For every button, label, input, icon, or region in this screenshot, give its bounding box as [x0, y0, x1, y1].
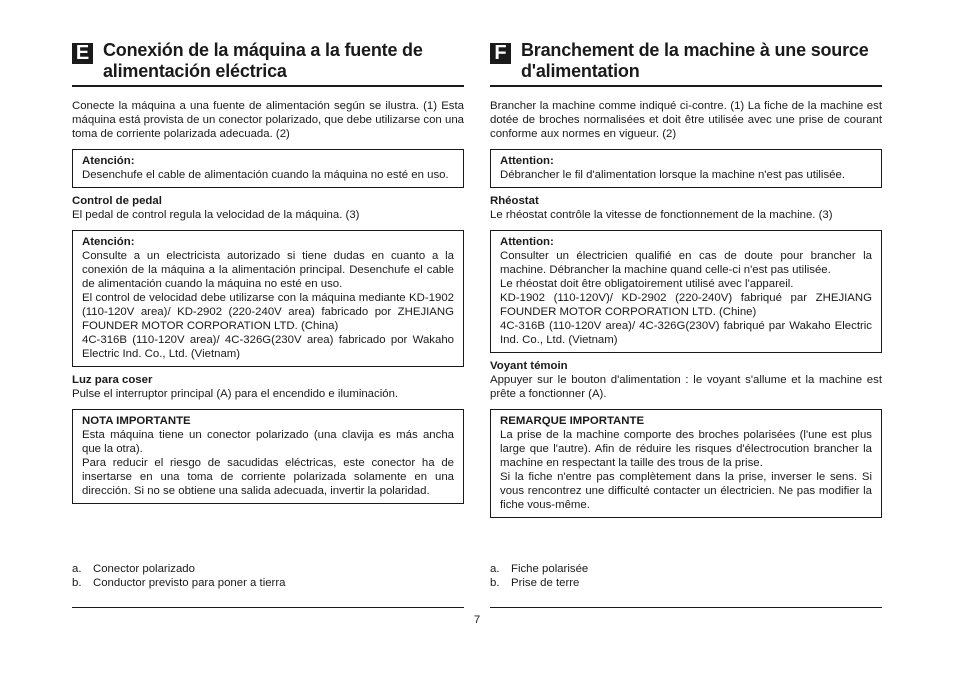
list-item-text: Prise de terre [511, 577, 580, 589]
section-title: Conexión de la máquina a la fuente de alimentación eléctrica [103, 40, 423, 81]
list-item-label: a. [490, 563, 500, 575]
list-item [72, 562, 464, 576]
list-item-label: b. [490, 577, 500, 589]
pedal-text: El pedal de control regula la velocidad de la máquina. (3) [72, 209, 360, 221]
warning-box [490, 230, 882, 353]
important-note-text: Si la fiche n'entre pas complètement dans la prise, inverser le sens. Si vous rencontrez une difficulté contacter un électricien. Ne pas modifier la fiche vous-même. [500, 471, 872, 511]
light-text: Pulse el interruptor principal (A) para el encendido e iluminación. [72, 388, 399, 400]
warning-text: Desenchufe el cable de alimentación cuando la máquina no esté en uso. [82, 169, 449, 181]
warning-text: Consulte a un electricista autorizado si tiene dudas en cuanto a la conexión de la máquina a la alimentación principal. Desenchufe el cable de alimentación cuando la máquina no esté en uso. [82, 250, 454, 290]
warning-text: KD-1902 (110-120V)/ KD-2902 (220-240V) fabriqué par ZHEJIANG FOUNDER MOTOR CORPORATION LTD. (Chine) [500, 292, 872, 318]
warning-box [490, 149, 882, 188]
warning-text: 4C-316B (110-120V area)/ 4C-326G(230V area) fabricado por Wakaho Electric Ind. Co., Ltd. (Vietnam) [82, 334, 454, 360]
warning-title: Attention: [500, 155, 554, 167]
section-header [72, 40, 464, 87]
pedal-text: Le rhéostat contrôle la vitesse de fonctionnement de la machine. (3) [490, 209, 833, 221]
list-item-label: a. [72, 563, 82, 575]
warning-text: Consulter un électricien qualifié en cas de doute pour brancher la machine. Débrancher la machine quand celle-ci n'est pas utilisée. [500, 250, 872, 276]
warning-box [72, 230, 464, 367]
list-item-text: Conductor previsto para poner a tierra [93, 577, 286, 589]
pedal-heading: Control de pedal [72, 195, 162, 207]
list-item [490, 576, 882, 590]
warning-text: Débrancher le fil d'alimentation lorsque la machine n'est pas utilisée. [500, 169, 845, 181]
list-item [490, 562, 882, 576]
list-item-text: Fiche polarisée [511, 563, 589, 575]
intro-paragraph: Brancher la machine comme indiqué ci-contre. (1) La fiche de la machine est dotée de broches normalisées et doit être utilisée avec une prise de courant conforme aux normes en vigueur. (2) [490, 100, 882, 140]
warning-text: El control de velocidad debe utilizarse con la máquina mediante KD-1902 (110-120V area)/ KD-2902 (220-240V area) fabricado por ZHEJIANG FOUNDER MOTOR CORPORATION LTD. (China) [82, 292, 454, 332]
important-note-text: Esta máquina tiene un conector polarizado (una clavija es más ancha que la otra). [82, 429, 454, 455]
warning-text: 4C-316B (110-120V area)/ 4C-326G(230V) fabriqué par Wakaho Electric Ind. Co., Ltd. (Vietnam) [500, 320, 872, 346]
light-heading: Luz para coser [72, 374, 153, 386]
warning-box [72, 149, 464, 188]
warning-title: Atención: [82, 236, 135, 248]
important-note-box [490, 409, 882, 518]
section-title: Branchement de la machine à une source d'alimentation [521, 40, 869, 81]
footer-rule [72, 607, 464, 608]
legend-list [490, 562, 882, 590]
intro-paragraph: Conecte la máquina a una fuente de alimentación según se ilustra. (1) Esta máquina está provista de un conector polarizado, que debe utilizarse con una toma de corriente polarizada adecuada. (2) [72, 100, 464, 140]
section-header [490, 40, 882, 87]
important-note-text: La prise de la machine comporte des broches polarisées (l'une est plus large que l'autre). Afin de réduire les risques d'électrocution brancher la machine en respectant la taille des trous de la prise. [500, 429, 872, 469]
list-item-text: Conector polarizado [93, 563, 195, 575]
language-badge: F [490, 43, 511, 64]
important-note-title: REMARQUE IMPORTANTE [500, 415, 645, 427]
warning-title: Atención: [82, 155, 135, 167]
footer-rule [490, 607, 882, 608]
page-number: 7 [473, 614, 481, 626]
important-note-text: Para reducir el riesgo de sacudidas eléctricas, este conector ha de insertarse en una toma de corriente polarizada solamente en una dirección. Si no se obtiene una salida adecuada, invertir la polaridad. [82, 457, 454, 497]
light-text: Appuyer sur le bouton d'alimentation : le voyant s'allume et la machine est prête a fonctionner (A). [490, 374, 882, 400]
important-note-box [72, 409, 464, 504]
warning-text: Le rhéostat doit être obligatoirement utilisé avec l'appareil. [500, 278, 794, 290]
list-item-label: b. [72, 577, 82, 589]
warning-title: Attention: [500, 236, 554, 248]
light-heading: Voyant témoin [490, 360, 568, 372]
legend-list [72, 562, 464, 590]
important-note-title: NOTA IMPORTANTE [82, 415, 191, 427]
pedal-heading: Rhéostat [490, 195, 539, 207]
list-item [72, 576, 464, 590]
section-french [490, 40, 882, 518]
language-badge: E [72, 43, 93, 64]
section-spanish [72, 40, 464, 504]
